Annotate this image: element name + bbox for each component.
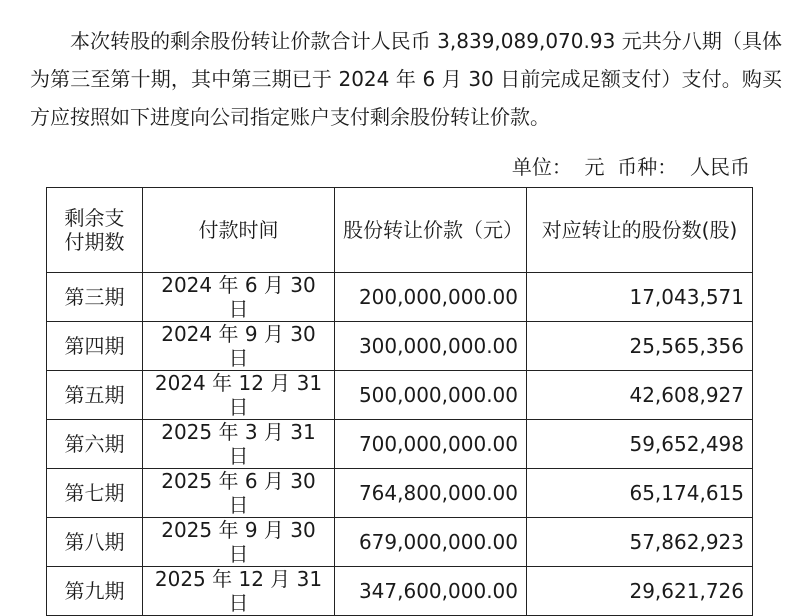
cell-shares: 29,621,726 [527, 567, 753, 616]
body-paragraph: 本次转股的剩余股份转让价款合计人民币 3,839,089,070.93 元共分八期（具体为第三至第十期，其中第三期已于 2024 年 6 月 30 日前完成足额支付）支付。购买方应按照如下进度向公司指定账户支付剩余股份转让价款。 [30, 29, 782, 129]
cell-amount: 200,000,000.00 [335, 273, 527, 322]
table-header-row [47, 188, 753, 273]
cell-period: 第九期 [47, 567, 143, 616]
table-row [47, 322, 753, 371]
header-period-line2: 付期数 [64, 230, 125, 254]
cell-date: 2025 年 12 月 31 日 [143, 567, 335, 616]
cell-shares: 57,862,923 [527, 518, 753, 567]
cell-amount: 764,800,000.00 [335, 469, 527, 518]
header-amount: 股份转让价款（元） [335, 188, 527, 273]
cell-shares: 42,608,927 [527, 371, 753, 420]
cell-amount: 700,000,000.00 [335, 420, 527, 469]
unit-currency-line: 单位： 元 币种： 人民币 [511, 155, 750, 179]
table-row [47, 273, 753, 322]
cell-date: 2025 年 9 月 30 日 [143, 518, 335, 567]
cell-shares: 25,565,356 [527, 322, 753, 371]
table-row [47, 518, 753, 567]
cell-date: 2024 年 12 月 31 日 [143, 371, 335, 420]
cell-period: 第五期 [47, 371, 143, 420]
header-shares: 对应转让的股份数(股) [527, 188, 753, 273]
cell-date: 2025 年 6 月 30 日 [143, 469, 335, 518]
cell-period: 第三期 [47, 273, 143, 322]
payment-schedule-table [46, 187, 753, 616]
cell-amount: 300,000,000.00 [335, 322, 527, 371]
cell-amount: 500,000,000.00 [335, 371, 527, 420]
cell-shares: 59,652,498 [527, 420, 753, 469]
table-row [47, 371, 753, 420]
cell-amount: 679,000,000.00 [335, 518, 527, 567]
cell-shares: 17,043,571 [527, 273, 753, 322]
table-row [47, 469, 753, 518]
cell-period: 第七期 [47, 469, 143, 518]
table-row [47, 567, 753, 616]
cell-amount: 347,600,000.00 [335, 567, 527, 616]
header-period [47, 188, 143, 273]
cell-date: 2025 年 3 月 31 日 [143, 420, 335, 469]
cell-period: 第八期 [47, 518, 143, 567]
cell-date: 2024 年 6 月 30 日 [143, 273, 335, 322]
cell-date: 2024 年 9 月 30 日 [143, 322, 335, 371]
cell-period: 第四期 [47, 322, 143, 371]
cell-shares: 65,174,615 [527, 469, 753, 518]
header-period-line1: 剩余支 [64, 206, 125, 230]
table-row [47, 420, 753, 469]
header-date: 付款时间 [143, 188, 335, 273]
cell-period: 第六期 [47, 420, 143, 469]
